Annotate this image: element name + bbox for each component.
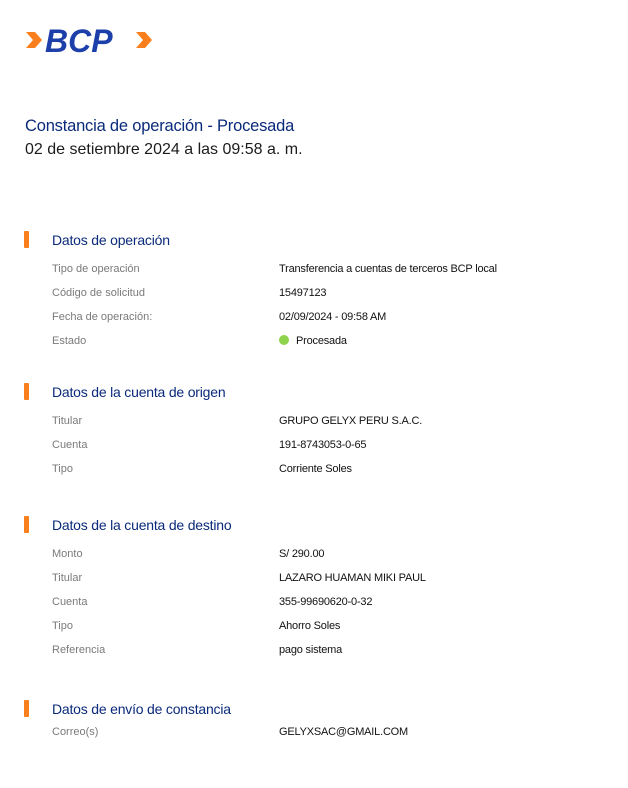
row-value: pago sistema <box>279 644 343 656</box>
logo-right-chevron-icon <box>136 32 152 48</box>
row-reference <box>0 644 628 662</box>
row-origin-type <box>0 463 628 481</box>
row-value: 355-99690620-0-32 <box>279 596 373 608</box>
row-value: GRUPO GELYX PERU S.A.C. <box>279 415 423 427</box>
row-origin-account <box>0 439 628 457</box>
section-title: Datos de la cuenta de destino <box>52 517 232 533</box>
section-marker <box>24 231 29 248</box>
row-label: Fecha de operación: <box>52 311 153 323</box>
section-title: Datos de envío de constancia <box>52 701 231 717</box>
row-value: 191-8743053-0-65 <box>279 439 367 451</box>
section-title: Datos de la cuenta de origen <box>52 384 226 400</box>
bcp-logo <box>24 22 154 58</box>
status-text: Procesada <box>296 335 347 347</box>
row-destination-type <box>0 620 628 638</box>
row-label: Titular <box>52 572 83 584</box>
row-value: Ahorro Soles <box>279 620 341 632</box>
row-label: Titular <box>52 415 83 427</box>
row-label: Correo(s) <box>52 726 99 738</box>
page-title: Constancia de operación - Procesada <box>25 117 295 135</box>
row-label: Código de solicitud <box>52 287 145 299</box>
row-value: 02/09/2024 - 09:58 AM <box>279 311 387 323</box>
row-amount <box>0 548 628 566</box>
row-destination-holder <box>0 572 628 590</box>
row-label: Tipo <box>52 463 73 475</box>
row-label: Tipo de operación <box>52 263 140 275</box>
row-label: Monto <box>52 548 83 560</box>
row-value: LAZARO HUAMAN MIKI PAUL <box>279 572 426 584</box>
status-dot-icon <box>279 335 289 345</box>
row-operation-type <box>0 263 628 281</box>
row-label: Tipo <box>52 620 73 632</box>
operation-datetime: 02 de setiembre 2024 a las 09:58 a. m. <box>25 141 303 158</box>
row-label: Cuenta <box>52 439 88 451</box>
row-email <box>0 726 628 744</box>
row-value: 15497123 <box>279 287 327 299</box>
row-value: Corriente Soles <box>279 463 352 475</box>
row-destination-account <box>0 596 628 614</box>
row-value: S/ 290.00 <box>279 548 325 560</box>
section-marker <box>24 516 29 533</box>
row-label: Cuenta <box>52 596 88 608</box>
logo-text: BCP <box>45 23 113 58</box>
row-value: GELYXSAC@GMAIL.COM <box>279 726 409 738</box>
row-origin-holder <box>0 415 628 433</box>
row-status <box>0 335 628 353</box>
section-title: Datos de operación <box>52 232 170 248</box>
row-label: Referencia <box>52 644 106 656</box>
section-marker <box>24 700 29 717</box>
logo-left-chevron-icon <box>26 32 42 48</box>
row-label: Estado <box>52 335 87 347</box>
row-request-code <box>0 287 628 305</box>
row-operation-date <box>0 311 628 329</box>
status-value <box>279 335 347 347</box>
section-marker <box>24 383 29 400</box>
row-value: Transferencia a cuentas de terceros BCP local <box>279 263 497 275</box>
